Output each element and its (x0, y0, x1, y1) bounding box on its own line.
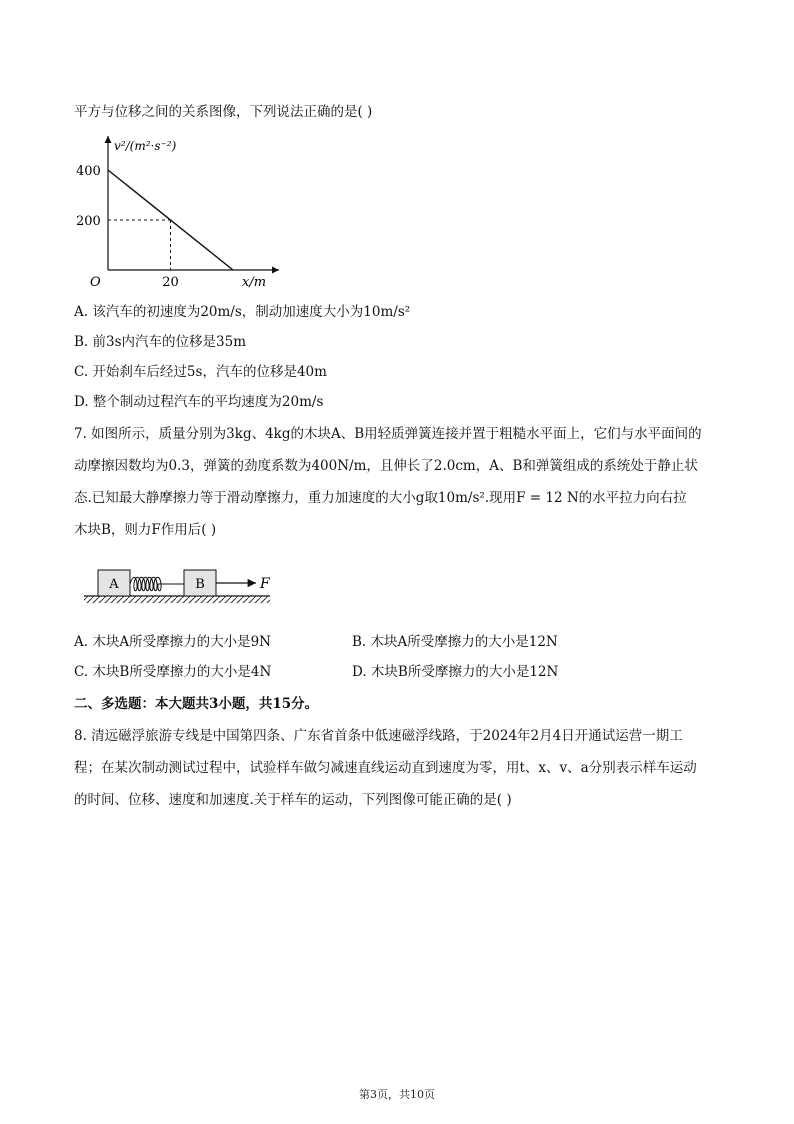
q6-option-d: D. 整个制动过程汽车的平均速度为20m/s (74, 394, 324, 410)
q7-line-1: 7. 如图所示，质量分别为3kg、4kg的木块A、B用轻质弹簧连接并置于粗糙水平面上，它们与水平面间的 (74, 426, 702, 442)
q7-option-d: D. 木块B所受摩擦力的大小是12N (352, 664, 559, 680)
block-b-label: B (195, 577, 205, 592)
origin-label: O (90, 275, 101, 290)
q6-option-b: B. 前3s内汽车的位移是35m (74, 334, 246, 350)
y-axis-label: v²/(m²·s⁻²) (114, 139, 177, 153)
q7-line-4: 木块B，则力F作用后( ) (74, 522, 217, 538)
q7-option-a: A. 木块A所受摩擦力的大小是9N (74, 634, 271, 650)
spring (130, 577, 184, 591)
q6-graph (74, 130, 284, 290)
q7-option-c: C. 木块B所受摩擦力的大小是4N (74, 664, 272, 680)
q6-option-a: A. 该汽车的初速度为20m/s，制动加速度大小为10m/s² (74, 304, 411, 320)
x-tick-20: 20 (162, 275, 179, 290)
section-2-heading: 二、多选题：本大题共3小题，共15分。 (74, 696, 319, 712)
block-a-label: A (109, 577, 119, 592)
q8-line-1: 8. 清远磁浮旅游专线是中国第四条、广东省首条中低速磁浮线路，于2024年2月4日开通试运营一期工 (74, 728, 683, 744)
x-axis-label: x/m (242, 275, 267, 290)
q7-line-3: 态.已知最大静摩擦力等于滑动摩擦力，重力加速度的大小g取10m/s².现用F = 12 N的水平拉力向右拉 (74, 490, 687, 506)
q7-option-b: B. 木块A所受摩擦力的大小是12N (352, 634, 558, 650)
y-tick-200: 200 (76, 214, 101, 229)
q8-line-3: 的时间、位移、速度和加速度.关于样车的运动，下列图像可能正确的是( ) (74, 792, 512, 808)
q6-stem-tail: 平方与位移之间的关系图像，下列说法正确的是( ) (74, 104, 373, 120)
q6-option-c: C. 开始刹车后经过5s，汽车的位移是40m (74, 364, 327, 380)
y-tick-400: 400 (76, 164, 101, 179)
q7-figure (80, 562, 280, 608)
ground-hatch (84, 596, 270, 603)
q7-line-2: 动摩擦因数均为0.3，弹簧的劲度系数为400N/m，且伸长了2.0cm，A、B和弹簧组成的系统处于静止状 (74, 458, 698, 474)
page-footer: 第3页，共10页 (359, 1088, 435, 1101)
q8-line-2: 程；在某次制动测试过程中，试验样车做匀减速直线运动直到速度为零，用t、x、v、a分别表示样车运动 (74, 760, 697, 776)
force-label: F (260, 576, 270, 592)
